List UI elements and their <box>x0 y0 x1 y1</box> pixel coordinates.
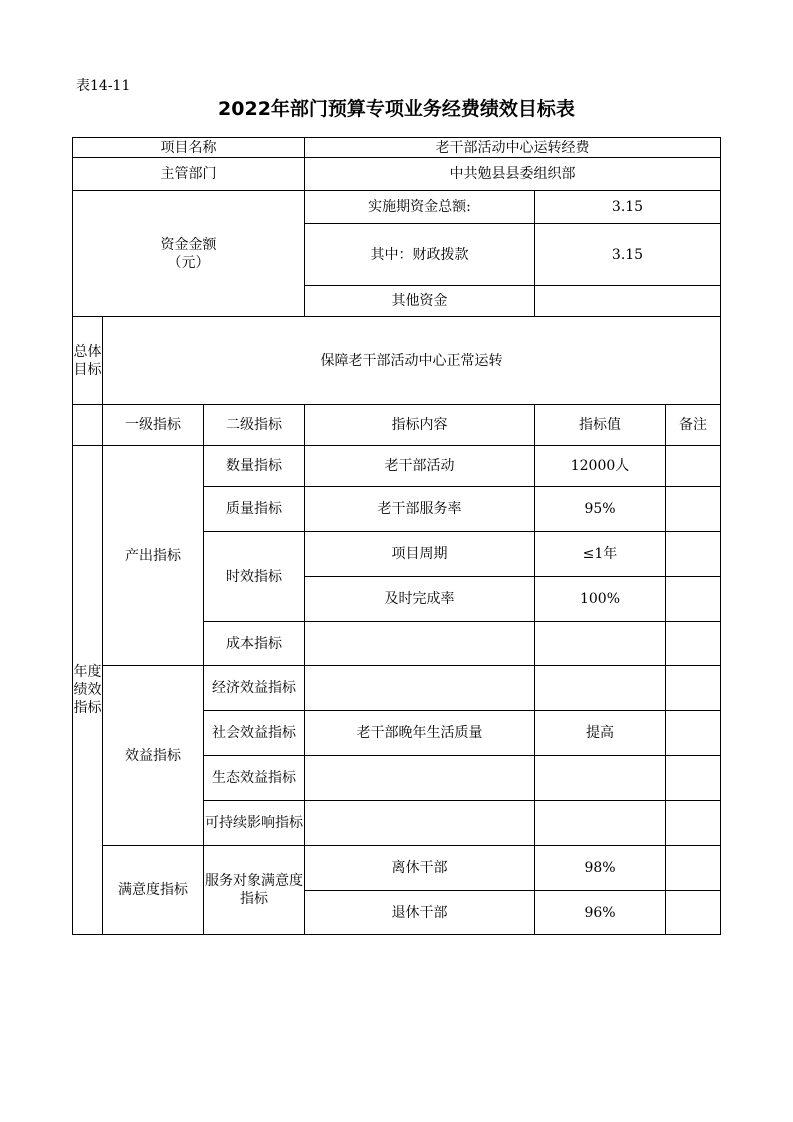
economic-benefit-remark <box>666 666 721 711</box>
project-name-value: 老干部活动中心运转经费 <box>305 138 721 158</box>
project-name-label: 项目名称 <box>73 138 305 158</box>
sustainable-impact-content <box>305 801 535 846</box>
overall-goal-row <box>73 317 721 405</box>
column-header-level1: 一级指标 <box>103 405 204 446</box>
column-header-level2: 二级指标 <box>204 405 305 446</box>
table-row <box>73 446 721 487</box>
table-number: 表14-11 <box>76 78 131 94</box>
column-header-value: 指标值 <box>535 405 666 446</box>
funds-label <box>73 191 305 317</box>
quality-indicator-remark <box>666 487 721 532</box>
table-row <box>73 846 721 891</box>
timeliness-indicator-label: 时效指标 <box>204 532 305 622</box>
funds-other-value <box>535 286 721 317</box>
quantity-indicator-content: 老干部活动 <box>305 446 535 487</box>
page-title: 2022年部门预算专项业务经费绩效目标表 <box>218 98 575 120</box>
overall-goal-label: 总体目标 <box>73 317 103 405</box>
economic-benefit-value <box>535 666 666 711</box>
service-satisfaction-label: 服务对象满意度指标 <box>204 846 305 935</box>
cost-indicator-content <box>305 622 535 666</box>
quantity-indicator-label: 数量指标 <box>204 446 305 487</box>
social-benefit-value: 提高 <box>535 711 666 756</box>
economic-benefit-content <box>305 666 535 711</box>
project-name-row <box>73 138 721 158</box>
project-cycle-remark <box>666 532 721 577</box>
satisfaction-indicators-label: 满意度指标 <box>103 846 204 935</box>
performance-target-table <box>72 137 721 935</box>
project-cycle-value: ≤1年 <box>535 532 666 577</box>
social-benefit-label: 社会效益指标 <box>204 711 305 756</box>
completion-rate-value: 100% <box>535 577 666 622</box>
cost-indicator-remark <box>666 622 721 666</box>
pensioned-cadres-content: 退休干部 <box>305 891 535 935</box>
column-header-blank <box>73 405 103 446</box>
quality-indicator-label: 质量指标 <box>204 487 305 532</box>
economic-benefit-label: 经济效益指标 <box>204 666 305 711</box>
ecological-benefit-value <box>535 756 666 801</box>
column-header-content: 指标内容 <box>305 405 535 446</box>
ecological-benefit-label: 生态效益指标 <box>204 756 305 801</box>
retired-cadres-content: 离休干部 <box>305 846 535 891</box>
funds-label-line1: 资金金额 <box>160 236 217 253</box>
benefit-indicators-label: 效益指标 <box>103 666 204 846</box>
funds-label-line2: （元） <box>167 254 210 271</box>
quantity-indicator-value: 12000人 <box>535 446 666 487</box>
ecological-benefit-remark <box>666 756 721 801</box>
funds-total-value: 3.15 <box>535 191 721 224</box>
output-indicators-label: 产出指标 <box>103 446 204 666</box>
quality-indicator-content: 老干部服务率 <box>305 487 535 532</box>
department-row <box>73 158 721 191</box>
funds-fiscal-label: 其中：财政拨款 <box>305 224 535 286</box>
quantity-indicator-remark <box>666 446 721 487</box>
cost-indicator-value <box>535 622 666 666</box>
funds-total-row <box>73 191 721 224</box>
social-benefit-content: 老干部晚年生活质量 <box>305 711 535 756</box>
ecological-benefit-content <box>305 756 535 801</box>
social-benefit-remark <box>666 711 721 756</box>
quality-indicator-value: 95% <box>535 487 666 532</box>
completion-rate-content: 及时完成率 <box>305 577 535 622</box>
funds-fiscal-value: 3.15 <box>535 224 721 286</box>
funds-total-label: 实施期资金总额: <box>305 191 535 224</box>
column-header-row <box>73 405 721 446</box>
sustainable-impact-label: 可持续影响指标 <box>204 801 305 846</box>
overall-goal-text: 保障老干部活动中心正常运转 <box>103 317 721 405</box>
pensioned-cadres-value: 96% <box>535 891 666 935</box>
retired-cadres-value: 98% <box>535 846 666 891</box>
funds-other-label: 其他资金 <box>305 286 535 317</box>
pensioned-cadres-remark <box>666 891 721 935</box>
column-header-remark: 备注 <box>666 405 721 446</box>
retired-cadres-remark <box>666 846 721 891</box>
cost-indicator-label: 成本指标 <box>204 622 305 666</box>
sustainable-impact-value <box>535 801 666 846</box>
completion-rate-remark <box>666 577 721 622</box>
project-cycle-content: 项目周期 <box>305 532 535 577</box>
annual-indicators-label: 年度绩效指标 <box>73 446 103 935</box>
sustainable-impact-remark <box>666 801 721 846</box>
department-value: 中共勉县县委组织部 <box>305 158 721 191</box>
department-label: 主管部门 <box>73 158 305 191</box>
table-row <box>73 666 721 711</box>
